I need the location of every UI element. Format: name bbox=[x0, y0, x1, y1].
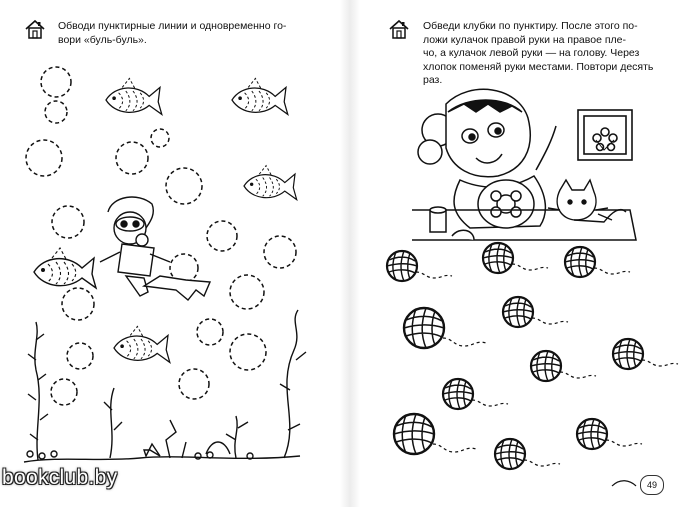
fish bbox=[106, 78, 162, 114]
bubble bbox=[51, 379, 77, 405]
fish bbox=[244, 166, 297, 200]
yarn-ball bbox=[404, 308, 486, 348]
bubble bbox=[230, 334, 266, 370]
watermark: bookclub.by bbox=[2, 466, 118, 489]
yarn-ball bbox=[613, 339, 678, 369]
bubble bbox=[151, 129, 169, 147]
yarn-ball bbox=[531, 351, 596, 381]
fish bbox=[114, 326, 170, 362]
yarn-ball bbox=[495, 439, 560, 469]
bubble bbox=[52, 206, 84, 238]
framed-picture bbox=[578, 110, 632, 160]
bubble bbox=[207, 221, 237, 251]
bubble bbox=[197, 319, 223, 345]
decorative-stroke bbox=[612, 481, 636, 486]
fish bbox=[232, 78, 288, 114]
yarn-ball bbox=[443, 379, 508, 409]
bubble bbox=[166, 168, 202, 204]
instruction-line: Обводи пунктирные линии и одновременно го- bbox=[58, 20, 287, 32]
instruction-line: раз. bbox=[423, 74, 443, 86]
instruction-line: Обведи клубки по пунктиру. После этого по- bbox=[423, 20, 638, 32]
instruction-line: ложи кулачок правой руки на правое пле- bbox=[423, 33, 626, 46]
bubble bbox=[26, 140, 62, 176]
yarn-ball bbox=[577, 419, 642, 449]
bubble bbox=[62, 288, 94, 320]
bubble bbox=[116, 142, 148, 174]
instruction-line: хлопок поменяй руки местами. Повтори десять bbox=[423, 60, 654, 73]
yarn-ball bbox=[503, 297, 568, 327]
bubble bbox=[264, 236, 296, 268]
bubble bbox=[45, 101, 67, 123]
fish bbox=[34, 248, 96, 288]
page-number: 49 bbox=[640, 475, 664, 495]
seaweed-group bbox=[24, 310, 306, 462]
diver-illustration bbox=[100, 197, 210, 300]
instruction-line: чо, а кулачок левой руки — на голову. Через bbox=[423, 47, 640, 59]
yarn-ball bbox=[483, 243, 548, 273]
bubble bbox=[67, 343, 93, 369]
yarn-ball bbox=[565, 247, 630, 277]
yarn-ball bbox=[394, 414, 476, 454]
bubble bbox=[41, 67, 71, 97]
yarn-ball bbox=[387, 251, 452, 281]
instruction-line: вори «буль-буль». bbox=[58, 33, 147, 46]
cat-illustration bbox=[548, 180, 626, 222]
bubble bbox=[179, 369, 209, 399]
bubble bbox=[230, 275, 264, 309]
